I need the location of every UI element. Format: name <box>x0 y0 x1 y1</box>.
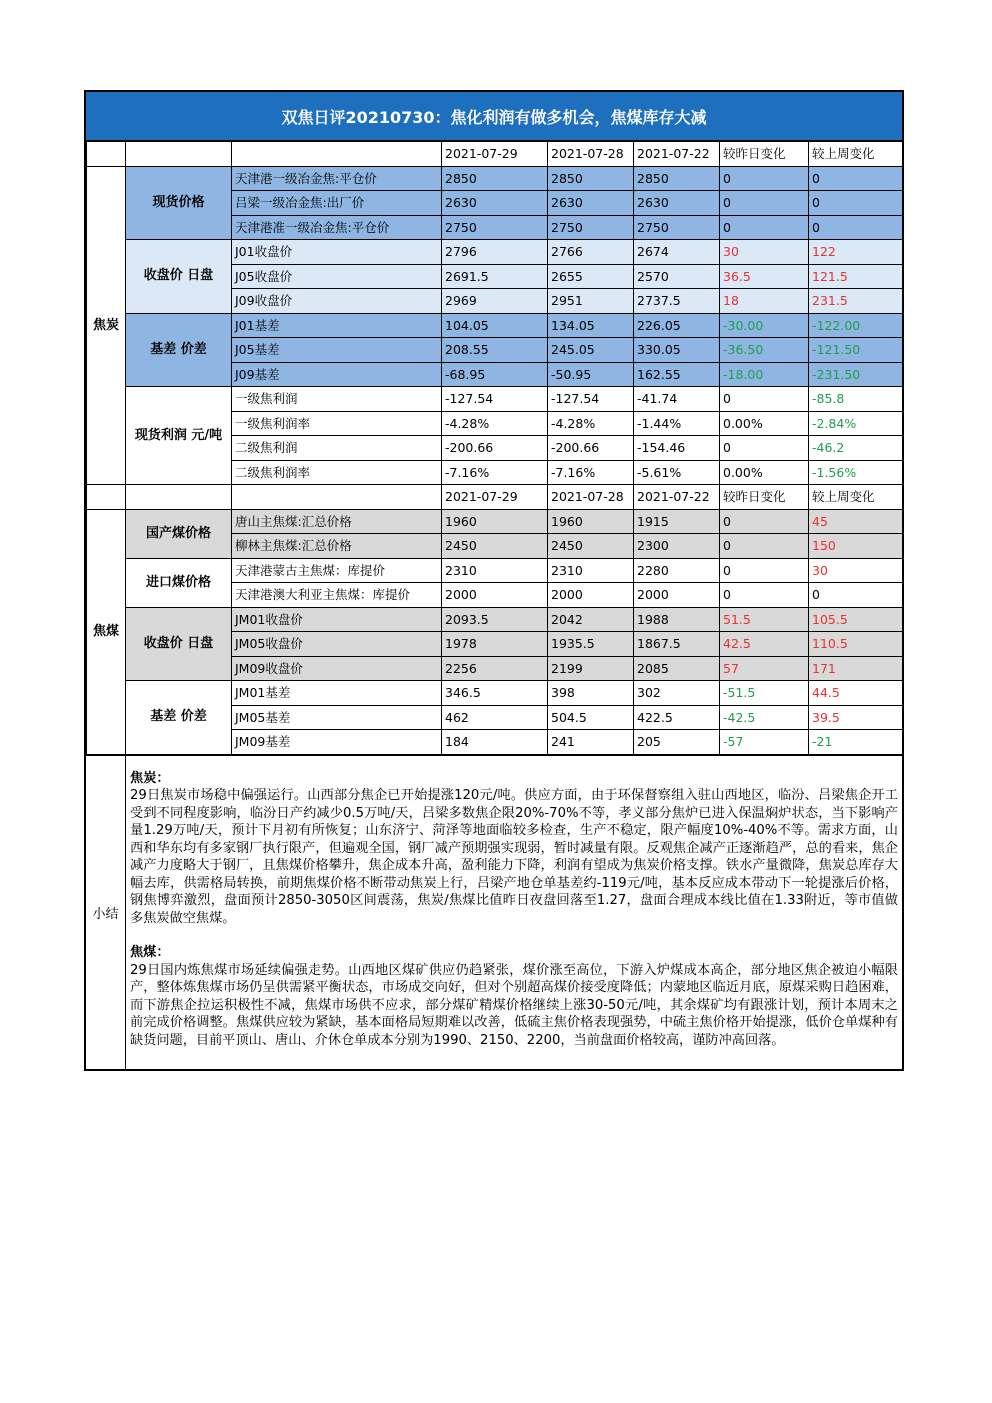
value-cell: -42.5 <box>720 705 809 730</box>
value-cell: 2042 <box>548 607 634 632</box>
value-cell: 2796 <box>442 240 548 265</box>
value-cell: 0.00% <box>720 411 809 436</box>
value-cell: -121.50 <box>809 338 903 363</box>
item-name: 天津港蒙古主焦煤：库提价 <box>232 558 442 583</box>
value-cell: 184 <box>442 730 548 755</box>
table-row <box>87 558 903 583</box>
value-cell: -85.8 <box>809 387 903 412</box>
item-name: JM01基差 <box>232 681 442 706</box>
value-cell: 2280 <box>634 558 720 583</box>
value-cell: 1960 <box>548 509 634 534</box>
value-cell: 0 <box>809 215 903 240</box>
table-row <box>87 509 903 534</box>
value-cell: 205 <box>634 730 720 755</box>
header-cell: 较上周变化 <box>809 142 903 167</box>
value-cell: 1978 <box>442 632 548 657</box>
value-cell: 1960 <box>442 509 548 534</box>
coke-summary-heading: 焦炭： <box>130 770 170 786</box>
item-name: J05收盘价 <box>232 264 442 289</box>
value-cell: -200.66 <box>548 436 634 461</box>
value-cell: 18 <box>720 289 809 314</box>
value-cell: 105.5 <box>809 607 903 632</box>
value-cell: 0 <box>720 509 809 534</box>
value-cell: -68.95 <box>442 362 548 387</box>
value-cell: -2.84% <box>809 411 903 436</box>
value-cell: -18.00 <box>720 362 809 387</box>
group-label: 基差 价差 <box>126 681 232 755</box>
value-cell: 2300 <box>634 534 720 559</box>
value-cell: -4.28% <box>442 411 548 436</box>
value-cell: 0 <box>720 387 809 412</box>
item-name: 柳林主焦煤:汇总价格 <box>232 534 442 559</box>
header-cell: 较昨日变化 <box>720 485 809 510</box>
value-cell: 134.05 <box>548 313 634 338</box>
value-cell: 2750 <box>548 215 634 240</box>
value-cell: 422.5 <box>634 705 720 730</box>
value-cell: 2310 <box>548 558 634 583</box>
value-cell: 1915 <box>634 509 720 534</box>
value-cell: 36.5 <box>720 264 809 289</box>
value-cell: 0 <box>720 436 809 461</box>
value-cell: 162.55 <box>634 362 720 387</box>
value-cell: 0 <box>720 166 809 191</box>
value-cell: 302 <box>634 681 720 706</box>
value-cell: 2630 <box>548 191 634 216</box>
value-cell: 1935.5 <box>548 632 634 657</box>
value-cell: -200.66 <box>442 436 548 461</box>
value-cell: 2691.5 <box>442 264 548 289</box>
value-cell: -46.2 <box>809 436 903 461</box>
item-name: JM05收盘价 <box>232 632 442 657</box>
coke-summary-text: 29日焦炭市场稳中偏强运行。山西部分焦企已开始提涨120元/吨。供应方面，由于环保督察组入驻山西地区，临汾、吕梁焦企开工受到不同程度影响，临汾日产约减少0.5万吨/天，吕梁多数焦企限20%-70%不等，孝义部分焦炉已进入保温焖炉状态，当下影响产量1.29万吨/天，预计下月初有所恢复；山东济宁、菏泽等地面临较多检查，生产不稳定，限产幅度10%-40%不等。需求方面，山西和华东均有多家钢厂执行限产，但遍观全国，钢厂减产预期强实现弱，暂时减量有限。反观焦企减产正逐渐趋严，总的看来，焦企减产力度略大于钢厂，且焦煤价格攀升，焦企成本升高，盈利能力下降，利润有望成为焦炭价格支撑。铁水产量微降，焦炭总库存大幅去库，供需格局转换，前期焦煤价格不断带动焦炭上行，吕梁产地仓单基差约-119元/吨，基本反应成本带动下一轮提涨后价格，钢焦博弈激烈，盘面预计2850-3050区间震荡，焦炭/焦煤比值昨日夜盘回落至1.27，盘面合理成本线比值在1.33附近，等市值做多焦炭做空焦煤。 <box>130 788 898 926</box>
item-name: JM05基差 <box>232 705 442 730</box>
summary-label: 小结 <box>86 756 126 1070</box>
value-cell: 51.5 <box>720 607 809 632</box>
item-name: J09收盘价 <box>232 289 442 314</box>
value-cell: 0.00% <box>720 460 809 485</box>
value-cell: 241 <box>548 730 634 755</box>
value-cell: 2450 <box>442 534 548 559</box>
group-label: 收盘价 日盘 <box>126 240 232 314</box>
value-cell: 2750 <box>442 215 548 240</box>
header-blank-cell <box>126 485 232 510</box>
value-cell: 122 <box>809 240 903 265</box>
value-cell: -30.00 <box>720 313 809 338</box>
value-cell: 0 <box>720 583 809 608</box>
value-cell: -1.44% <box>634 411 720 436</box>
group-label: 收盘价 日盘 <box>126 607 232 681</box>
value-cell: -4.28% <box>548 411 634 436</box>
value-cell: -154.46 <box>634 436 720 461</box>
value-cell: 30 <box>809 558 903 583</box>
value-cell: 2630 <box>442 191 548 216</box>
value-cell: 0 <box>809 191 903 216</box>
value-cell: -57 <box>720 730 809 755</box>
value-cell: 2570 <box>634 264 720 289</box>
group-label: 国产煤价格 <box>126 509 232 558</box>
item-name: J09基差 <box>232 362 442 387</box>
summary-body <box>126 756 902 1070</box>
value-cell: -36.50 <box>720 338 809 363</box>
coal-summary-heading: 焦煤： <box>130 945 170 960</box>
item-name: J01基差 <box>232 313 442 338</box>
value-cell: 2766 <box>548 240 634 265</box>
value-cell: 504.5 <box>548 705 634 730</box>
report-sheet <box>84 90 904 1071</box>
value-cell: 2093.5 <box>442 607 548 632</box>
group-label: 现货利润 元/吨 <box>126 387 232 485</box>
value-cell: 110.5 <box>809 632 903 657</box>
header-blank-cell <box>232 485 442 510</box>
item-name: 二级焦利润 <box>232 436 442 461</box>
value-cell: -7.16% <box>548 460 634 485</box>
value-cell: 462 <box>442 705 548 730</box>
value-cell: 208.55 <box>442 338 548 363</box>
value-cell: 42.5 <box>720 632 809 657</box>
value-cell: 0 <box>720 558 809 583</box>
item-name: 吕梁一级冶金焦:出厂价 <box>232 191 442 216</box>
value-cell: 57 <box>720 656 809 681</box>
value-cell: 0 <box>809 583 903 608</box>
value-cell: 171 <box>809 656 903 681</box>
value-cell: 245.05 <box>548 338 634 363</box>
header-row <box>87 485 903 510</box>
value-cell: 1867.5 <box>634 632 720 657</box>
item-name: 天津港一级冶金焦:平仓价 <box>232 166 442 191</box>
header-row <box>87 142 903 167</box>
value-cell: 2674 <box>634 240 720 265</box>
header-blank-cell <box>87 142 126 167</box>
value-cell: 104.05 <box>442 313 548 338</box>
value-cell: -7.16% <box>442 460 548 485</box>
item-name: 天津港澳大利亚主焦煤：库提价 <box>232 583 442 608</box>
header-cell: 2021-07-28 <box>548 485 634 510</box>
value-cell: 231.5 <box>809 289 903 314</box>
value-cell: -21 <box>809 730 903 755</box>
value-cell: 2085 <box>634 656 720 681</box>
table-row <box>87 240 903 265</box>
item-name: JM01收盘价 <box>232 607 442 632</box>
value-cell: -127.54 <box>548 387 634 412</box>
item-name: 唐山主焦煤:汇总价格 <box>232 509 442 534</box>
value-cell: 2850 <box>634 166 720 191</box>
table-row <box>87 313 903 338</box>
header-cell: 2021-07-28 <box>548 142 634 167</box>
header-cell: 2021-07-29 <box>442 142 548 167</box>
table-row <box>87 387 903 412</box>
item-name: 天津港准一级冶金焦:平仓价 <box>232 215 442 240</box>
value-cell: 2630 <box>634 191 720 216</box>
value-cell: 2000 <box>634 583 720 608</box>
coal-summary-text: 29日国内炼焦煤市场延续偏强走势。山西地区煤矿供应仍趋紧张，煤价涨至高位，下游入炉煤成本高企，部分地区焦企被迫小幅限产，整体炼焦煤市场仍呈供需紧平衡状态，市场成交向好，但对个别超高煤价接受度降低；内蒙地区临近月底，原煤采购日趋困难，而下游焦企拉运积极性不减，焦煤市场供不应求，部分煤矿精煤价格继续上涨30-50元/吨，其余煤矿均有跟涨计划，预计本周末之前完成价格调整。焦煤供应较为紧缺，基本面格局短期难以改善，低硫主焦价格表现强势，中硫主焦价格开始提涨，低价仓单煤种有缺货问题，目前平顶山、唐山、介休仓单成本分别为1990、2150、2200，当前盘面价格较高，谨防冲高回落。 <box>130 962 898 1048</box>
header-cell: 较上周变化 <box>809 485 903 510</box>
value-cell: 2199 <box>548 656 634 681</box>
item-name: 二级焦利润率 <box>232 460 442 485</box>
report-title: 双焦日评20210730：焦化利润有做多机会，焦煤库存大减 <box>86 92 902 141</box>
value-cell: 2750 <box>634 215 720 240</box>
value-cell: 30 <box>720 240 809 265</box>
value-cell: 45 <box>809 509 903 534</box>
value-cell: -231.50 <box>809 362 903 387</box>
value-cell: 2256 <box>442 656 548 681</box>
section-label-coal: 焦煤 <box>87 509 126 754</box>
header-cell: 2021-07-22 <box>634 142 720 167</box>
data-table <box>86 141 903 755</box>
value-cell: 2951 <box>548 289 634 314</box>
table-row <box>87 607 903 632</box>
value-cell: -122.00 <box>809 313 903 338</box>
value-cell: 2450 <box>548 534 634 559</box>
value-cell: -51.5 <box>720 681 809 706</box>
value-cell: 346.5 <box>442 681 548 706</box>
summary-section <box>86 755 902 1070</box>
table-row <box>87 681 903 706</box>
header-blank-cell <box>87 485 126 510</box>
value-cell: 121.5 <box>809 264 903 289</box>
value-cell: 2737.5 <box>634 289 720 314</box>
header-cell: 2021-07-29 <box>442 485 548 510</box>
value-cell: -1.56% <box>809 460 903 485</box>
value-cell: 2850 <box>442 166 548 191</box>
value-cell: 2655 <box>548 264 634 289</box>
value-cell: 2000 <box>548 583 634 608</box>
value-cell: 2310 <box>442 558 548 583</box>
group-label: 基差 价差 <box>126 313 232 387</box>
value-cell: -5.61% <box>634 460 720 485</box>
item-name: JM09收盘价 <box>232 656 442 681</box>
value-cell: 0 <box>720 191 809 216</box>
value-cell: 2969 <box>442 289 548 314</box>
value-cell: 226.05 <box>634 313 720 338</box>
value-cell: 330.05 <box>634 338 720 363</box>
table-row <box>87 166 903 191</box>
value-cell: 44.5 <box>809 681 903 706</box>
value-cell: 0 <box>809 166 903 191</box>
item-name: 一级焦利润 <box>232 387 442 412</box>
value-cell: 2850 <box>548 166 634 191</box>
item-name: J01收盘价 <box>232 240 442 265</box>
item-name: J05基差 <box>232 338 442 363</box>
value-cell: 0 <box>720 534 809 559</box>
value-cell: 0 <box>720 215 809 240</box>
header-cell: 较昨日变化 <box>720 142 809 167</box>
group-label: 现货价格 <box>126 166 232 240</box>
item-name: JM09基差 <box>232 730 442 755</box>
value-cell: 1988 <box>634 607 720 632</box>
group-label: 进口煤价格 <box>126 558 232 607</box>
header-cell: 2021-07-22 <box>634 485 720 510</box>
item-name: 一级焦利润率 <box>232 411 442 436</box>
header-blank-cell <box>126 142 232 167</box>
header-blank-cell <box>232 142 442 167</box>
value-cell: -50.95 <box>548 362 634 387</box>
value-cell: -41.74 <box>634 387 720 412</box>
value-cell: -127.54 <box>442 387 548 412</box>
section-label-coke: 焦炭 <box>87 166 126 485</box>
value-cell: 398 <box>548 681 634 706</box>
value-cell: 39.5 <box>809 705 903 730</box>
value-cell: 2000 <box>442 583 548 608</box>
value-cell: 150 <box>809 534 903 559</box>
